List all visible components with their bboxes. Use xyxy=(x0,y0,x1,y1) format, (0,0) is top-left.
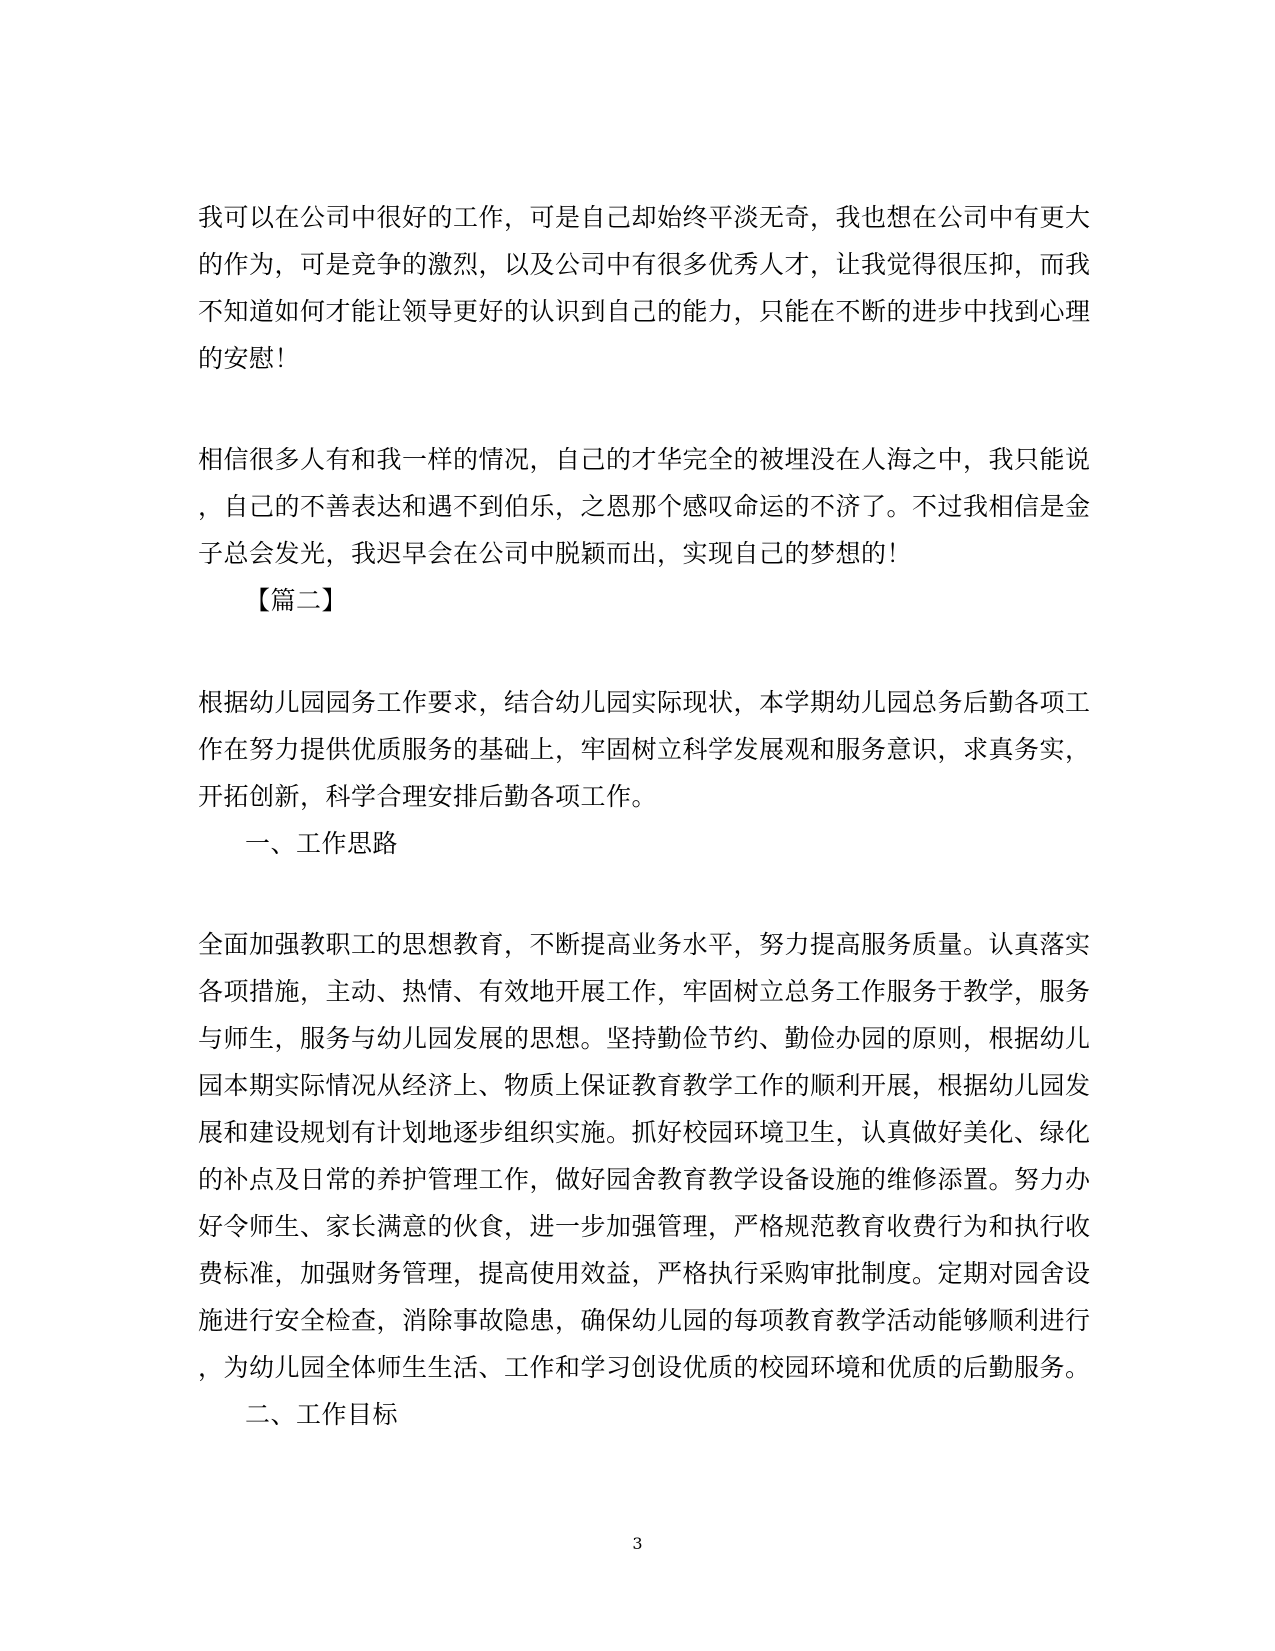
paragraph-4-line-3: 与师生，服务与幼儿园发展的思想。坚持勤俭节约、勤俭办园的原则，根据幼儿 xyxy=(198,1024,1091,1053)
paragraph-4-line-10: ，为幼儿园全体师生生活、工作和学习创设优质的校园环境和优质的后勤服务。 xyxy=(198,1353,1091,1382)
paragraph-2-line-3: 子总会发光，我迟早会在公司中脱颖而出，实现自己的梦想的！ xyxy=(198,539,913,568)
paragraph-1-line-4: 的安慰！ xyxy=(198,344,301,373)
section-heading: 【篇二】 xyxy=(245,586,348,615)
paragraph-1-line-3: 不知道如何才能让领导更好的认识到自己的能力，只能在不断的进步中找到心理 xyxy=(198,297,1091,326)
paragraph-4-line-5: 展和建设规划有计划地逐步组织实施。抓好校园环境卫生，认真做好美化、绿化 xyxy=(198,1118,1091,1147)
paragraph-1-line-1: 我可以在公司中很好的工作，可是自己却始终平淡无奇，我也想在公司中有更大 xyxy=(198,203,1091,232)
paragraph-4-line-2: 各项措施，主动、热情、有效地开展工作，牢固树立总务工作服务于教学，服务 xyxy=(198,977,1091,1006)
paragraph-3-line-1: 根据幼儿园园务工作要求，结合幼儿园实际现状，本学期幼儿园总务后勤各项工 xyxy=(198,688,1091,717)
paragraph-1-line-2: 的作为，可是竞争的激烈，以及公司中有很多优秀人才，让我觉得很压抑，而我 xyxy=(198,250,1091,279)
paragraph-4-line-4: 园本期实际情况从经济上、物质上保证教育教学工作的顺利开展，根据幼儿园发 xyxy=(198,1071,1091,1100)
paragraph-2-line-1: 相信很多人有和我一样的情况，自己的才华完全的被埋没在人海之中，我只能说 xyxy=(198,445,1091,474)
paragraph-2-line-2: ，自己的不善表达和遇不到伯乐，之恩那个感叹命运的不济了。不过我相信是金 xyxy=(198,492,1091,521)
paragraph-4-line-7: 好令师生、家长满意的伙食，进一步加强管理，严格规范教育收费行为和执行收 xyxy=(198,1212,1091,1241)
paragraph-4-line-8: 费标准，加强财务管理，提高使用效益，严格执行采购审批制度。定期对园舍设 xyxy=(198,1259,1091,1288)
heading-work-goals: 二、工作目标 xyxy=(245,1400,399,1429)
heading-work-ideas: 一、工作思路 xyxy=(245,829,399,858)
paragraph-4-line-6: 的补点及日常的养护管理工作，做好园舍教育教学设备设施的维修添置。努力办 xyxy=(198,1165,1091,1194)
paragraph-4-line-1: 全面加强教职工的思想教育，不断提高业务水平，努力提高服务质量。认真落实 xyxy=(198,930,1091,959)
paragraph-3-line-2: 作在努力提供优质服务的基础上，牢固树立科学发展观和服务意识，求真务实， xyxy=(198,735,1091,764)
page-number: 3 xyxy=(632,1534,643,1553)
paragraph-4-line-9: 施进行安全检查，消除事故隐患，确保幼儿园的每项教育教学活动能够顺利进行 xyxy=(198,1306,1091,1335)
paragraph-3-line-3: 开拓创新，科学合理安排后勤各项工作。 xyxy=(198,782,658,811)
